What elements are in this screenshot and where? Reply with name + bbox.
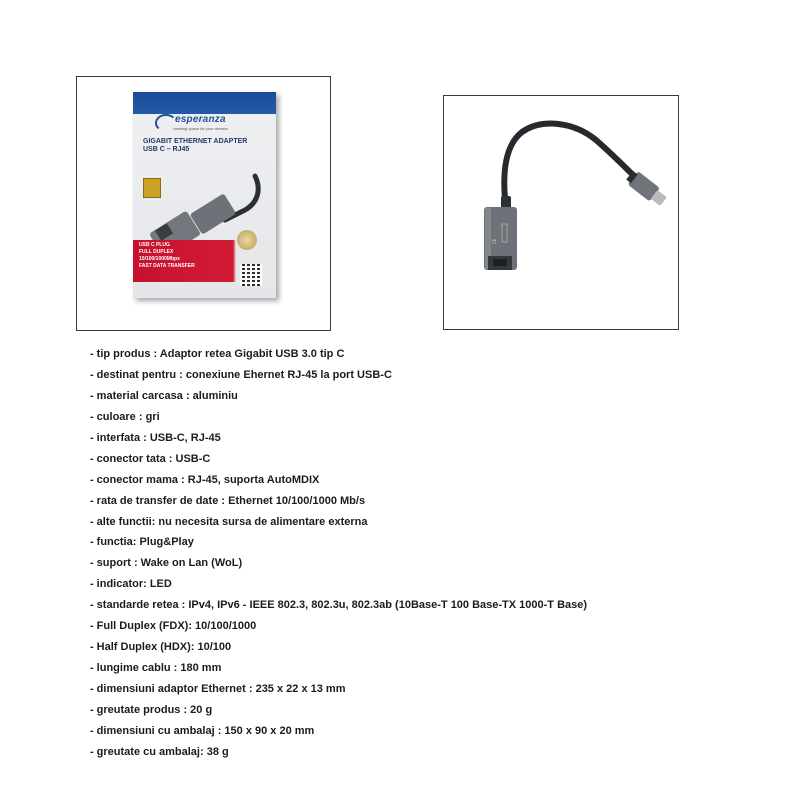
spec-text: greutate produs : 20 g [96,703,213,716]
spec-text: culoare : gri [96,410,160,423]
spec-item: - functia: Plug&Play [90,536,194,549]
spec-text: standarde retea : IPv4, IPv6 - IEEE 802.3, 802.3u, 802.3ab (10Base-T 100 Base-TX 1000-T Base) [96,599,588,612]
spec-item: - suport : Wake on Lan (WoL) [90,557,243,570]
spec-item: - material carcasa : aluminiu [90,389,238,402]
box-feature-item: FAST DATA TRANSFER [139,263,195,269]
spec-text: alte functii: nu necesita sursa de alimentare externa [96,515,368,528]
spec-item: - greutate cu ambalaj: 38 g [90,745,229,758]
retail-box [133,92,276,298]
svg-text:CE: CE [492,238,497,244]
spec-text: dimensiuni adaptor Ethernet : 235 x 22 x 13 mm [96,683,346,695]
box-tagline: creating space for your dreams [173,126,229,131]
spec-text: tip produs : Adaptor retea Gigabit USB 3.0 tip C [96,348,345,360]
box-title-line2: USB C – RJ45 [143,146,190,153]
spec-text: functia: Plug&Play [96,536,194,549]
spec-item: - standarde retea : IPv4, IPv6 - IEEE 802.3, 802.3u, 802.3ab (10Base-T 100 Base-TX 1000-T Base) [90,599,588,612]
box-title-line1: GIGABIT ETHERNET ADAPTER [143,138,248,145]
spec-text: dimensiuni cu ambalaj : 150 x 90 x 20 mm [96,724,315,737]
spec-text: conector tata : USB-C [96,452,211,465]
box-features [139,242,231,270]
usb-c-ethernet-adapter-image [444,96,678,329]
spec-item: - interfata : USB-C, RJ-45 [90,431,221,444]
spec-item: - alte functii: nu necesita sursa de alimentare externa [90,515,368,528]
spec-item: - culoare : gri [90,410,160,423]
spec-text: suport : Wake on Lan (WoL) [96,557,243,570]
spec-text: destinat pentru : conexiune Ehernet RJ-45 la port USB-C [96,368,392,381]
qr-code-icon [240,264,262,286]
spec-list [90,346,587,765]
spec-text: Full Duplex (FDX): 10/100/1000 [96,620,257,633]
spec-text: interfata : USB-C, RJ-45 [96,431,221,444]
spec-item: - destinat pentru : conexiune Ehernet RJ-45 la port USB-C [90,368,392,381]
spec-item: - lungime cablu : 180 mm [90,662,222,675]
spec-text: rata de transfer de date : Ethernet 10/100/1000 Mb/s [96,494,366,507]
spec-item: - rata de transfer de date : Ethernet 10/100/1000 Mb/s [90,494,366,507]
adapter-photo [443,95,679,330]
box-feature-item: FULL DUPLEX [139,249,174,255]
spec-item: - conector mama : RJ-45, suporta AutoMDIX [90,473,320,486]
spec-text: lungime cablu : 180 mm [96,662,222,675]
box-feature-item: USB C PLUG [139,242,170,248]
spec-item: - conector tata : USB-C [90,452,211,465]
product-box-photo [76,76,331,331]
spec-item: - Half Duplex (HDX): 10/100 [90,641,232,654]
spec-item: - greutate produs : 20 g [90,703,213,716]
spec-item: - tip produs : Adaptor retea Gigabit USB 3.0 tip C [90,348,345,360]
box-feature-item: 10/100/1000Mbps [139,256,180,262]
spec-item: - dimensiuni cu ambalaj : 150 x 90 x 20 mm [90,724,315,737]
spec-item: - dimensiuni adaptor Ethernet : 235 x 22 x 13 mm [90,683,346,695]
spec-item: - indicator: LED [90,578,172,591]
quality-seal-icon [237,230,257,250]
spec-text: greutate cu ambalaj: 38 g [96,745,229,758]
spec-item: - Full Duplex (FDX): 10/100/1000 [90,620,257,633]
spec-text: Half Duplex (HDX): 10/100 [96,641,232,654]
spec-text: indicator: LED [96,578,172,591]
spec-text: material carcasa : aluminiu [96,389,238,402]
spec-text: conector mama : RJ-45, suporta AutoMDIX [96,473,320,486]
box-brand: esperanza [175,114,226,125]
